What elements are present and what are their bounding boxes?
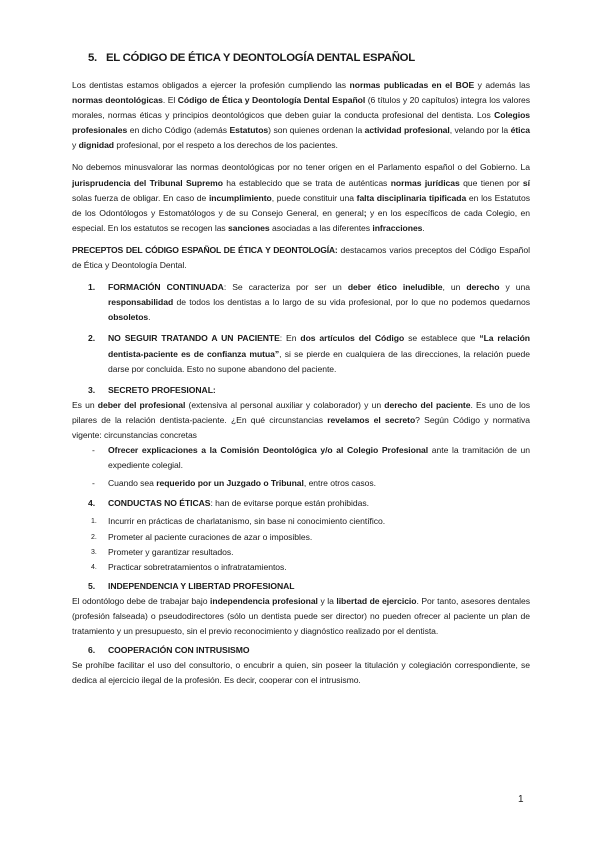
page-number: 1	[518, 794, 524, 805]
precepts-heading-label: PRECEPTOS DEL CÓDIGO ESPAÑOL DE ÉTICA Y DEONTOLOGÍA:	[72, 244, 338, 255]
precept-no-seguir-tratando: 2. NO SEGUIR TRATANDO A UN PACIENTE: En dos artículos del Código se establece que “La relación dentista-paciente es de confianza mutua”, si se pierde en cualquiera de las direcciones, la relación puede darse por concluida. Esto no supone abandono del paciente.	[88, 333, 530, 374]
section-number: 5.	[88, 52, 97, 64]
intro-paragraph-1: Los dentistas estamos obligados a ejercer la profesión cumpliendo las normas publicadas en el BOE y además las normas deontológicas. El Código de Ética y Deontología Dental Español (6 títulos y 20 capítulos) integra los valores morales, normas éticas y principios deontológicos que deben guiar la conducta profesional del dentista. Los Colegios profesionales en dicho Código (además Estatutos) son quienes ordenan la actividad profesional, velando por la ética y dignidad profesional, por el respeto a los derechos de los pacientes.	[72, 80, 531, 151]
list-item: 4. Practicar sobretratamientos o infratratamientos.	[91, 561, 287, 572]
precept-number: 1.	[88, 282, 96, 293]
dash-bullet: -	[92, 478, 95, 489]
precept-secreto-profesional-label: 3. SECRETO PROFESIONAL:	[72, 383, 530, 398]
dash-item: - Cuando sea requerido por un Juzgado o Tribunal, entre otros casos.	[72, 476, 530, 491]
independencia-body: El odontólogo debe de trabajar bajo independencia profesional y la libertad de ejercicio. Por tanto, asesores dentales (profesión falseada) o pseudodirectores (sólo un dentista puede ser director) no pueden ofrecer al paciente un plan de tratamiento y un presupuesto, sin el previo reconocimiento y diagnóstico realizado por el dentista.	[72, 595, 530, 637]
section-title	[88, 50, 530, 66]
precept-independencia-label: 5. INDEPENDENCIA Y LIBERTAD PROFESIONAL	[72, 579, 530, 594]
dash-bullet: -	[92, 445, 95, 456]
precept-number: 2.	[88, 333, 96, 344]
list-item: 2. Prometer al paciente curaciones de azar o imposibles.	[91, 531, 313, 542]
precept-number: 4.	[88, 498, 96, 509]
intro-paragraph-2: No debemos minusvalorar las normas deontológicas por no tener origen en el Parlamento español o del Gobierno. La jurisprudencia del Tribunal Supremo ha establecido que se trata de auténticas normas jurídicas que tienen por sí solas fuerza de obligar. En caso de incumplimiento, puede constituir una falta disciplinaria tipificada en los Estatutos de los Odontólogos y Estomatólogos y de su Consejo General, en general; y en los específicos de cada Colegio, en especial. En los estatutos se recogen las sanciones asociadas a las diferentes infracciones.	[72, 162, 531, 233]
precept-number: 3.	[88, 384, 96, 395]
precepts-heading: PRECEPTOS DEL CÓDIGO ESPAÑOL DE ÉTICA Y DEONTOLOGÍA: destacamos varios preceptos del Código Español de Ética y Deontología Dental.	[72, 244, 530, 271]
list-item: 3. Prometer y garantizar resultados.	[91, 546, 234, 557]
intrusismo-body: Se prohíbe facilitar el uso del consultorio, o encubrir a quien, sin poseer la titulación y colegiación correspondiente, se dedica al ejercicio ilegal de la profesión. Es decir, cooperar con el intrusismo.	[72, 660, 530, 686]
page-content	[72, 50, 530, 688]
section-title-text: EL CÓDIGO DE ÉTICA Y DEONTOLOGÍA DENTAL ESPAÑOL	[106, 52, 415, 64]
precept-number: 6.	[88, 645, 96, 656]
list-item: 1. Incurrir en prácticas de charlatanismo, sin base ni conocimiento científico.	[91, 516, 386, 527]
dash-item: - Ofrecer explicaciones a la Comisión Deontológica y/o al Colegio Profesional ante la tramitación de un expediente colegial.	[92, 445, 530, 471]
precept-intrusismo-label: 6. COOPERACIÓN CON INTRUSISMO	[72, 643, 530, 658]
precept-number: 5.	[88, 580, 96, 591]
secreto-profesional-body: Es un deber del profesional (extensiva al personal auxiliar y colaborador) y un derecho del paciente. Es uno de los pilares de la relación dentista-paciente. ¿En qué circunstancias revelamos el secreto? Según Código y normativa vigente: circunstancias concretas	[72, 399, 530, 440]
precept-formacion-continuada: 1. FORMACIÓN CONTINUADA: Se caracteriza por ser un deber ético ineludible, un derecho y una responsabilidad de todos los dentistas a lo largo de su vida profesional, por lo que no podemos quedarnos obsoletos.	[88, 282, 530, 323]
precept-conductas-no-eticas: 4. CONDUCTAS NO ÉTICAS: han de evitarse porque están prohibidas.	[72, 496, 530, 511]
